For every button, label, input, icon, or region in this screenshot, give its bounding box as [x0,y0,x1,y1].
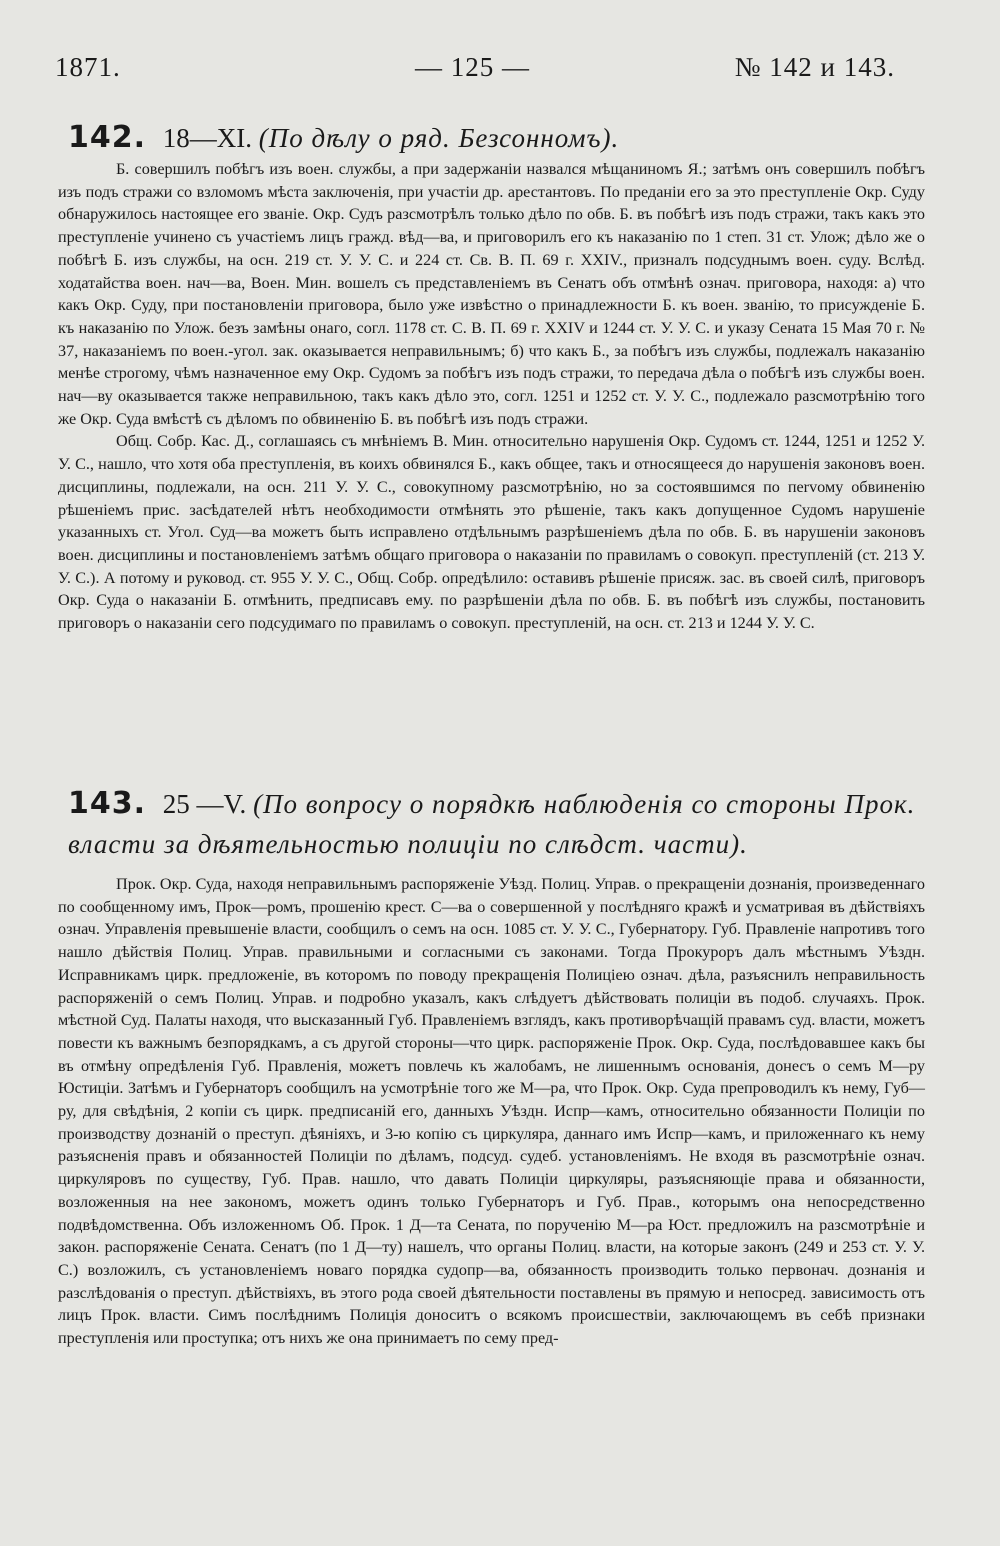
header-year: 1871. [55,52,121,82]
entry-143-subject: (По вопросу о порядкѣ наблюденія со стороны Прок. власти за дѣятельностью полиціи по слѣдст. части). [68,789,916,859]
entry-142-paragraph-2: Общ. Собр. Кас. Д., соглашаясь съ мнѣніемъ В. Мин. относительно нарушенія Окр. Судомъ ст. 1244, 1251 и 1252 У. У. С., нашло, что хотя оба преступленія, въ коихъ обвинялся Б., какъ общее, такъ и относящееся до нарушенія законовъ воен. дисциплины, подлежали, на осн. 211 У. У. С., совокупному разсмотрѣнію, но за состоявшимся по пervому обвиненію рѣшеніемъ прис. засѣдателей нѣтъ необходимости отмѣнять это рѣшеніе, такъ какъ допущенное Судомъ нарушеніе указанныхъ ст. Угол. Суд—ва можетъ быть исправлено отдѣльнымъ разрѣшеніемъ дѣла по обв. Б. въ нарушеніи законовъ воен. дисциплины и постановленіемъ затѣмъ общаго приговора о наказаніи по правиламъ о совокуп. преступленій (ст. 213 У. У. С.). А потому и руковод. ст. 955 У. У. С., Общ. Собр. опредѣлило: оставивъ рѣшеніе присяж. зас. въ своей силѣ, приговоръ Окр. Суда о наказаніи Б. отмѣнить, предписавъ ему. по разрѣшеніи дѣла по обв. Б. въ побѣгѣ изъ службы, постановить приговоръ о наказаніи сего подсудимаго по правиламъ о совокуп. преступленій, на осн. ст. 213 и 1244 У. У. С. [58,432,925,633]
entry-143-body [58,873,925,1350]
header-entry-numbers: № 142 и 143. [734,52,895,82]
running-head [55,52,895,92]
entry-142-subject: (По дѣлу о ряд. Безсонномъ). [258,123,620,153]
entry-142-heading [68,119,928,157]
entry-142-date: 18—XI. [162,123,253,153]
entry-143-number: 143. [68,786,147,821]
entry-142-body [58,158,925,635]
page-number: — 125 — [415,52,530,82]
entry-143-paragraph-1: Прок. Окр. Суда, находя неправильнымъ распоряженіе Уѣзд. Полиц. Управ. о прекращеніи дознанія, произведеннаго по сообщенному имъ, Прок—ромъ, прошенію крест. С—ва о совершенной у послѣдняго кражѣ и усматривая въ дѣйствіяхъ означ. Управленія превышеніе власти, сообщилъ о семъ на осн. 1085 ст. У. У. С., Губернатору. Губ. Правленіе напротивъ того нашло дѣйствія Полиц. Управ. правильными и согласными съ законами. Тогда Прокуроръ далъ мѣстнымъ Уѣздн. Исправникамъ цирк. предложеніе, въ которомъ по поводу прекращенія Полиціею означ. дѣла, разъяснилъ неправильность распоряженій о семъ Полиц. Управ. и подробно указалъ, какъ слѣдуетъ дѣйствовать полиціи въ подоб. случаяхъ. Прок. мѣстной Суд. Палаты находя, что высказанный Губ. Правленіемъ взглядъ, какъ противорѣчащій правамъ суд. власти, можетъ повести къ важнымъ безпорядкамъ, а съ другой стороны—что цирк. распоряженіе Прок. Окр. Суда, послѣдовавшее какъ бы въ отмѣну опредѣленія Губ. Правленія, можетъ повлечь къ жалобамъ, не лишеннымъ основанія, донесъ о семъ М—ру Юстиціи. Затѣмъ и Губернаторъ сообщилъ на усмотрѣніе того же М—ра, что Прок. Окр. Суда препроводилъ къ нему, Губ—ру, для свѣдѣнія, 2 копіи съ цирк. предписаній его, данныхъ Уѣздн. Испр—камъ, относительно обязанности Полиціи по производству дознаній о преступ. дѣяніяхъ, и 3-ю копію съ циркуляра, даннаго имъ Испр—камъ, и приложеннаго къ нему разъясненія правъ и обязанностей Полиціи по дѣламъ, подсуд. судеб. установленіямъ. Не входя въ разсмотрѣніе означ. циркуляровъ по существу, Губ. Прав. нашло, что давать Полиціи циркуляры, разъясняющіе права и обязанности, возложенныя на нее закономъ, можетъ одинъ только Губернаторъ и Губ. Прав., которымъ она непосредственно подвѣдомственна. Объ изложенномъ Об. Прок. 1 Д—та Сената, по порученію М—ра Юст. предложилъ на разсмотрѣніе и закон. распоряженіе Сената. Сенатъ (по 1 Д—ту) нашелъ, что органы Полиц. власти, на которые законъ (249 и 253 ст. У. У. С.) возложилъ, съ установленіемъ новаго порядка судопр—ва, обязанность производить только первонач. дознанія и разслѣдованія о преступ. дѣйствіяхъ, въ этого рода своей дѣятельности поставлены въ прямую и непосред. зависимость отъ лицъ Прок. власти. Симъ послѣднимъ Полиція доноситъ о всякомъ происшествіи, заключающемъ въ себѣ признаки преступленія или проступка; отъ нихъ же она принимаетъ по сему пред- [58,875,925,1348]
entry-142-paragraph-1: Б. совершилъ побѣгъ изъ воен. службы, а при задержаніи назвался мѣщаниномъ Я.; затѣмъ онъ совершилъ побѣгъ изъ подъ стражи со взломомъ мѣста заключенія, при участіи др. арестантовъ. По преданіи его за это преступленіе Окр. Суду обнаружилось настоящее его званіе. Окр. Судъ разсмотрѣлъ только дѣло по обв. Б. въ побѣгѣ изъ подъ стражи, такъ какъ это преступленіе учинено съ участіемъ лицъ гражд. вѣд—ва, и приговорилъ его къ наказанію по 1 степ. 31 ст. Улож; дѣло же о побѣгѣ Б. изъ службы, на осн. 219 ст. У. У. С. и 224 ст. Св. В. П. 69 г. XXIV., призналъ подсуднымъ воен. суду. Вслѣд. ходатайства воен. нач—ва, Воен. Мин. вошелъ съ представленіемъ въ Сенатъ объ отмѣнѣ означ. приговора, находя: а) что какъ Окр. Суду, при постановленіи приговора, было уже извѣстно о принадлежности Б. къ воен. званію, то присужденіе Б. къ наказанію по Улож. безъ замѣны онаго, согл. 1178 ст. С. В. П. 69 г. XXIV и 1244 ст. У. У. С. и указу Сената 15 Мая 70 г. № 37, наказаніемъ по воен.-угол. зак. оказывается неправильнымъ; б) что какъ Б., за побѣгъ изъ службы, подлежалъ наказанію менѣе строгому, чѣмъ назначенное ему Окр. Судомъ за побѣгъ изъ подъ стражи, то передача дѣла о побѣгѣ изъ службы воен. нач—ву оказывается также неправильною, такъ какъ дѣло это, согл. 1251 и 1252 ст. У. У. С., подлежало разсмотрѣнію того же Окр. Суда вмѣстѣ съ дѣломъ по обвиненію Б. въ побѣгѣ изъ подъ стражи. [58,160,925,428]
entry-143-date: 25 —V. [162,789,247,819]
entry-142-number: 142. [68,120,147,155]
entry-143-heading [68,784,928,864]
